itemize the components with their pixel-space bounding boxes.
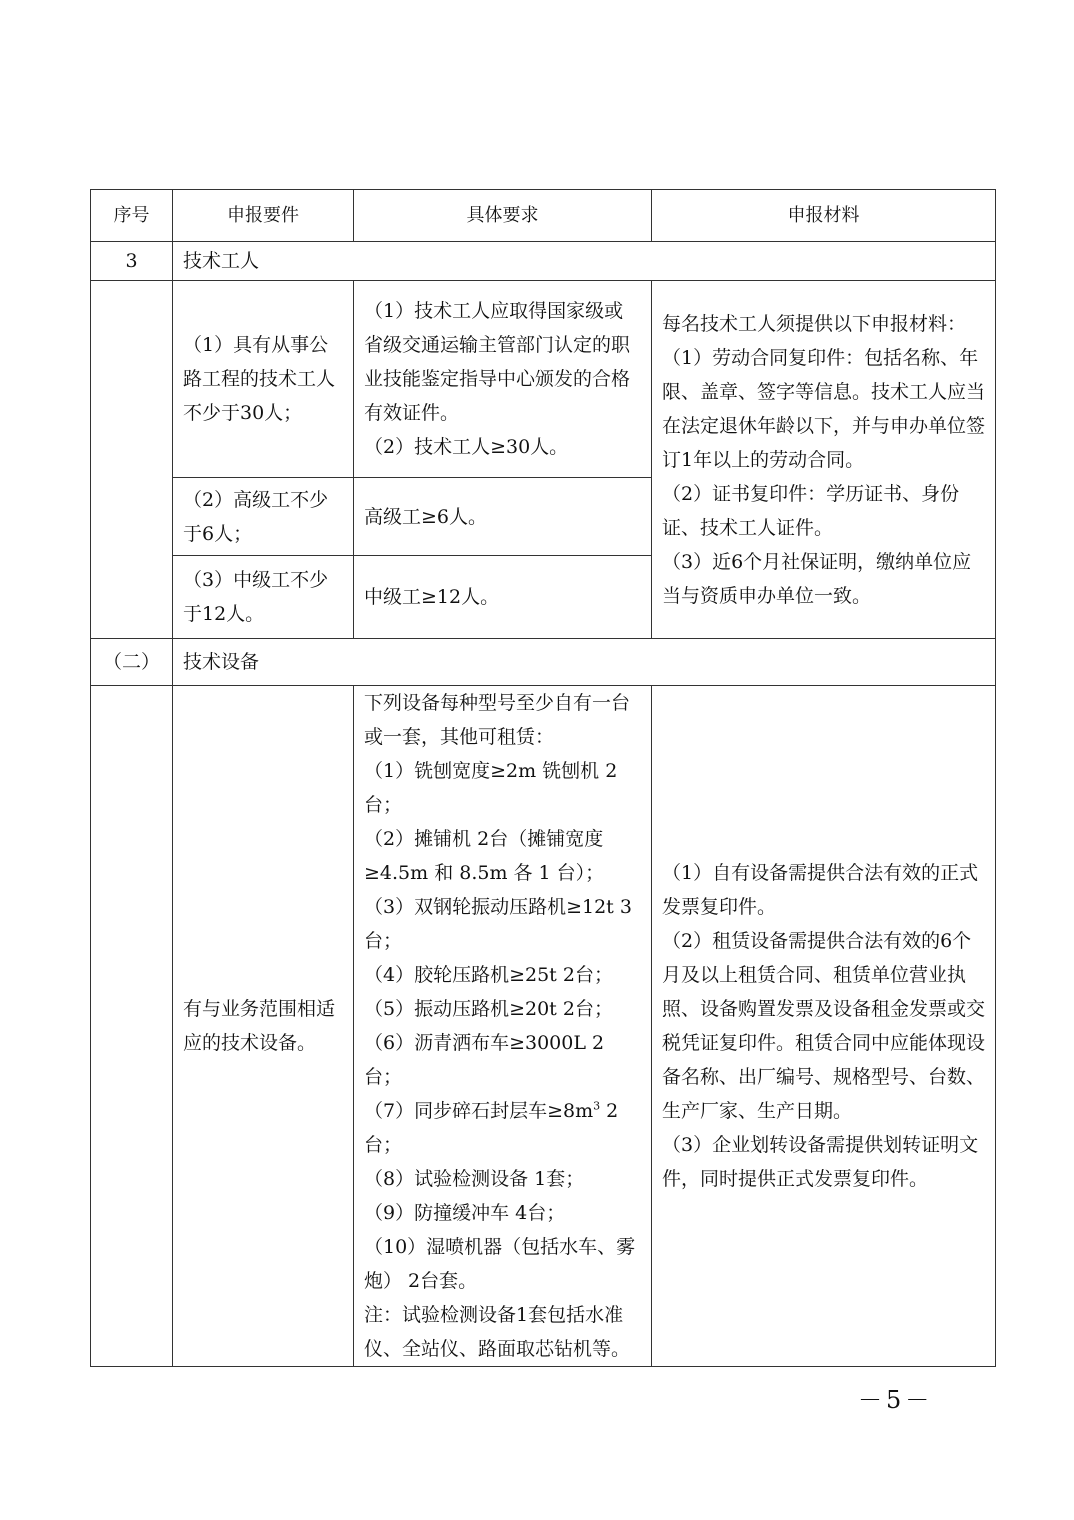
details-item: （9）防撞缓冲车 4台； (364, 1202, 566, 1224)
details-item: （1）铣刨宽度≥2m 铣刨机 2台； (364, 760, 618, 816)
requirement-cell: （3）中级工不少于12人。 (173, 556, 354, 639)
details-cell: 高级工≥6人。 (354, 478, 652, 556)
materials-item: （2）租赁设备需提供合法有效的6个月及以上租赁合同、租赁单位营业执照、设备购置发票及设备租金发票或交税凭证复印件。租赁合同中应能体现设备名称、出厂编号、规格型号、台数、生产厂家、生产日期。 (662, 930, 986, 1122)
section-title: 技术工人 (173, 242, 996, 281)
details-item: （2）摊铺机 2台（摊铺宽度≥4.5m 和 8.5m 各 1 台）； (364, 828, 605, 884)
requirement-cell: （2）高级工不少于6人； (173, 478, 354, 556)
table-row (91, 686, 996, 1367)
materials-item: （3）近6个月社保证明，缴纳单位应当与资质申办单位一致。 (662, 550, 972, 607)
details-item: （10）湿喷机器（包括水车、雾炮） 2台套。 (364, 1236, 636, 1292)
details-cell: 中级工≥12人。 (354, 556, 652, 639)
section-number: 3 (91, 242, 173, 281)
details-item: （1）技术工人应取得国家级或省级交通运输主管部门认定的职业技能鉴定指导中心颁发的合格有效证件。 (364, 300, 631, 424)
section-number: （二） (91, 639, 173, 686)
details-item: （3）双钢轮振动压路机≥12t 3台； (364, 896, 632, 952)
details-item: （5）振动压路机≥20t 2台； (364, 998, 613, 1020)
materials-cell (652, 281, 996, 639)
table-header-row (91, 190, 996, 242)
header-requirement: 申报要件 (173, 190, 354, 242)
details-item-text: （7）同步碎石封层车≥8m (364, 1100, 594, 1122)
details-cell (354, 686, 652, 1367)
materials-item: （1）劳动合同复印件：包括名称、年限、盖章、签字等信息。技术工人应当在法定退休年龄以下，并与申办单位签订1年以上的劳动合同。 (662, 346, 986, 471)
materials-item: （3）企业划转设备需提供划转证明文件，同时提供正式发票复印件。 (662, 1134, 979, 1190)
superscript-3: 3 (593, 1099, 601, 1113)
empty-no-cell (91, 281, 173, 639)
header-details: 具体要求 (354, 190, 652, 242)
materials-item: （2）证书复印件：学历证书、身份证、技术工人证件。 (662, 482, 960, 539)
details-item (364, 1094, 641, 1162)
details-note: 注：试验检测设备1套包括水准仪、全站仪、路面取芯钻机等。 (364, 1304, 631, 1360)
materials-cell (652, 686, 996, 1367)
requirements-table (90, 189, 996, 1367)
empty-no-cell (91, 686, 173, 1367)
requirement-cell: （1）具有从事公路工程的技术工人不少于30人； (173, 281, 354, 478)
section-title: 技术设备 (173, 639, 996, 686)
details-cell (354, 281, 652, 478)
details-item: （6）沥青洒布车≥3000L 2台； (364, 1032, 605, 1088)
details-item: （8）试验检测设备 1套； (364, 1168, 585, 1190)
section-row (91, 242, 996, 281)
materials-item: 每名技术工人须提供以下申报材料： (662, 312, 967, 335)
details-item-text: 2台； (364, 1100, 619, 1156)
section-row (91, 639, 996, 686)
materials-item: （1）自有设备需提供合法有效的正式发票复印件。 (662, 862, 979, 918)
requirement-cell: 有与业务范围相适应的技术设备。 (173, 686, 354, 1367)
page-number: －5－ (858, 1386, 934, 1414)
header-materials: 申报材料 (652, 190, 996, 242)
table-row (91, 281, 996, 478)
header-no: 序号 (91, 190, 173, 242)
details-item: （2）技术工人≥30人。 (364, 436, 569, 458)
details-item: 下列设备每种型号至少自有一台或一套，其他可租赁： (364, 692, 631, 748)
details-item: （4）胶轮压路机≥25t 2台； (364, 964, 613, 986)
